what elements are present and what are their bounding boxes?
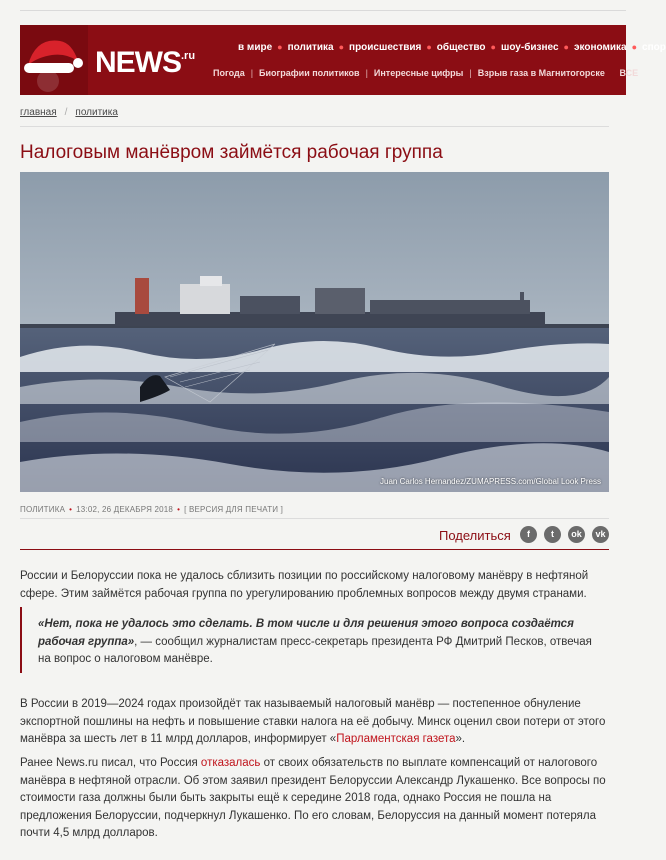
meta-dot: • xyxy=(69,505,73,514)
logo-wordmark: NEWS xyxy=(95,46,181,79)
print-version-link[interactable]: [ ВЕРСИЯ ДЛЯ ПЕЧАТИ ] xyxy=(184,505,284,514)
paragraph-3-rest: от своих обязательств по выплате компенсаций от налогового манёвра в нефтяной отрасли. Об этом заявил президент Белоруссии Александр Лукашенко. Все вопросы по стоимости газа должны были быть закрыты ещё к середине 2018 года, однако Россия не пошла на предложения Белоруссии, подчеркнул Лукашенко. По его словам, Белоруссия на данный момент потеряла почти 4,5 млрд долларов. xyxy=(20,757,606,839)
quote-attribution: , — сообщил журналистам пресс-секретарь президента РФ Дмитрий Песков, отвечая на вопрос о налоговом манёвре. xyxy=(38,635,592,665)
breadcrumb-home[interactable]: главная xyxy=(20,107,57,118)
nav-item-incidents[interactable]: происшествия xyxy=(349,42,422,53)
refused-link[interactable]: отказалась xyxy=(200,757,261,769)
breadcrumb xyxy=(20,107,118,118)
breadcrumb-section[interactable]: политика xyxy=(75,107,118,118)
santa-hat-logo[interactable] xyxy=(20,25,88,95)
nav-item-showbiz[interactable]: шоу-бизнес xyxy=(500,42,559,53)
paragraph-3 xyxy=(20,755,608,843)
quote-bar xyxy=(20,607,22,673)
meta-divider xyxy=(20,518,609,519)
site-header xyxy=(20,25,666,95)
photo-credit: Juan Carlos Hernandez/ZUMAPRESS.com/Global Look Press xyxy=(380,477,601,486)
article-photo xyxy=(20,172,609,492)
nav-sub-magnitogorsk[interactable]: Взрыв газа в Магнитогорске xyxy=(477,68,605,78)
page-title: Налоговым манёвром займётся рабочая группа xyxy=(20,142,443,163)
nav-separator: ● xyxy=(338,42,345,52)
nav-item-economy[interactable]: экономика xyxy=(573,42,627,53)
share-label: Поделиться xyxy=(439,528,511,543)
quote-block xyxy=(38,616,598,669)
nav-separator: ● xyxy=(631,42,638,52)
article-meta xyxy=(20,505,283,514)
main-navigation xyxy=(238,42,666,53)
nav-separator: ● xyxy=(563,42,569,52)
paragraph-2 xyxy=(20,696,608,749)
nav-separator: | xyxy=(250,68,254,78)
sub-navigation xyxy=(213,68,638,78)
site-logo[interactable] xyxy=(95,40,195,81)
logo-domain: .ru xyxy=(181,50,196,62)
quote-text: «Нет, пока не удалось это сделать. В том числе и для решения этого вопроса создаётся рабочая группа» xyxy=(38,618,574,648)
nav-item-world[interactable]: в мире xyxy=(238,42,273,53)
breadcrumb-separator: / xyxy=(64,107,68,118)
nav-item-society[interactable]: общество xyxy=(436,42,486,53)
facebook-icon[interactable]: f xyxy=(520,526,537,543)
nav-item-sport[interactable]: спор xyxy=(642,42,666,53)
nav-item-politics[interactable]: политика xyxy=(287,42,334,53)
share-divider xyxy=(20,549,609,550)
nav-separator: ● xyxy=(426,42,432,52)
nav-sub-all[interactable]: ВСЕ xyxy=(619,68,639,78)
parliament-gazette-link[interactable]: Парламентская газета xyxy=(336,733,456,745)
nav-separator: ● xyxy=(490,42,496,52)
odnoklassniki-icon[interactable]: ok xyxy=(568,526,585,543)
paragraph-2-end: ». xyxy=(455,733,466,745)
paragraph-3-start: Ранее News.ru писал, что Россия xyxy=(20,757,201,769)
nav-separator: | xyxy=(469,68,472,78)
meta-datetime: 13:02, 26 ДЕКАБРЯ 2018 xyxy=(76,505,174,514)
paragraph-2-text: В России в 2019—2024 годах произойдёт так называемый налоговый манёвр — постепенное обнуление экспортной пошлины на нефть и повышение ставки налога на её добычу. Минск оценил свои потери от этого манёвра за шесть лет в 11 млрд долларов, информирует « xyxy=(20,698,606,745)
nav-sub-weather[interactable]: Погода xyxy=(213,68,245,78)
meta-category[interactable]: ПОЛИТИКА xyxy=(20,505,66,514)
nav-sub-biographies[interactable]: Биографии политиков xyxy=(259,68,360,78)
top-divider xyxy=(20,10,626,11)
nav-sub-figures[interactable]: Интересные цифры xyxy=(373,68,464,78)
breadcrumb-divider xyxy=(20,126,609,127)
vk-icon[interactable]: vk xyxy=(592,526,609,543)
lead-paragraph: России и Белоруссии пока не удалось сблизить позиции по российскому налоговому манёвру в нефтяной сфере. Этим займётся рабочая группа по урегулированию проблемных вопросов между двумя странами. xyxy=(20,570,589,600)
nav-separator xyxy=(605,68,620,78)
nav-separator: ● xyxy=(277,42,283,52)
twitter-icon[interactable]: t xyxy=(544,526,561,543)
nav-separator: | xyxy=(365,68,368,78)
meta-dot: • xyxy=(177,505,181,514)
